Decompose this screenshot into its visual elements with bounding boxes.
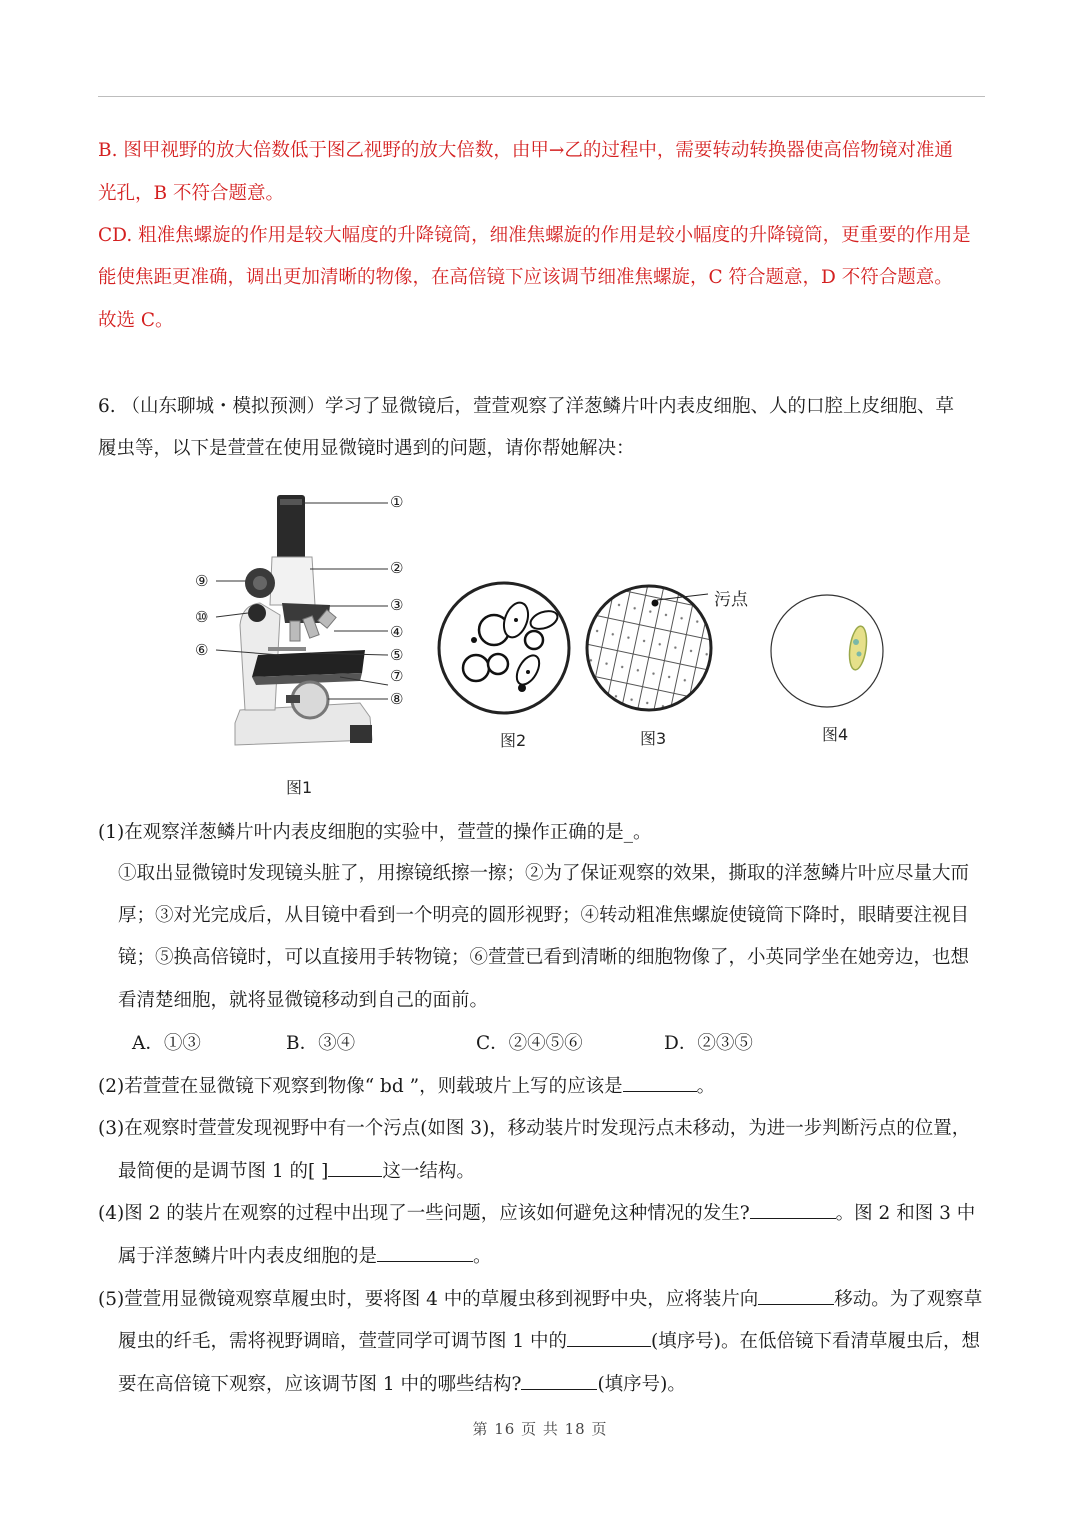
microscope-figure	[190, 485, 430, 755]
sub5-line2	[118, 1328, 980, 1355]
sub1-line3: 镜；⑤换高倍镜时，可以直接用手转物镜；⑥萱萱已看到清晰的细胞物像了，小英同学坐在她旁边，也想	[118, 947, 970, 968]
part-label-10: ⑩	[195, 608, 209, 626]
answer-cd-line1: CD. 粗准焦螺旋的作用是较大幅度的升降镜筒，细准焦螺旋的作用是较小幅度的升降镜筒，更重要的作用是	[98, 225, 971, 246]
part-label-2: ②	[390, 559, 404, 577]
sub4-end: 。	[473, 1246, 492, 1267]
part-label-7: ⑦	[390, 667, 404, 685]
sub5-line3	[118, 1371, 686, 1398]
sub3-line1: (3)在观察时萱萱发现视野中有一个污点(如图 3)，移动装片时发现污点未移动，为进一步判断污点的位置，	[98, 1118, 971, 1139]
question-stem-line1: 6. （山东聊城・模拟预测）学习了显微镜后，萱萱观察了洋葱鳞片叶内表皮细胞、人的口腔上皮细胞、草	[98, 396, 955, 417]
answer-b-line1: B. 图甲视野的放大倍数低于图乙视野的放大倍数，由甲→乙的过程中，需要转动转换器使高倍物镜对准通	[98, 140, 953, 161]
fig2-view	[436, 580, 572, 716]
sub4-line2	[118, 1243, 492, 1270]
sub1-line4: 看清楚细胞，就将显微镜移动到自己的面前。	[118, 990, 489, 1011]
part-label-5: ⑤	[390, 646, 404, 664]
option-b[interactable]: B．③④	[286, 1033, 356, 1054]
header-rule	[98, 96, 985, 97]
sub4-line1	[98, 1200, 975, 1227]
page-footer: 第 16 页 共 18 页	[472, 1420, 608, 1438]
question-stem-line2: 履虫等，以下是萱萱在使用显微镜时遇到的问题，请你帮她解决：	[98, 438, 635, 459]
sub5-line1	[98, 1286, 982, 1313]
sub3-text: 最简便的是调节图 1 的[ ]	[118, 1161, 329, 1182]
fig2-caption: 图2	[500, 731, 527, 750]
stain-label: 污点	[714, 590, 748, 610]
option-c[interactable]: C．②④⑤⑥	[476, 1033, 583, 1054]
sub4-text-b: 。图 2 和图 3 中	[835, 1203, 976, 1224]
blank-2[interactable]	[623, 1073, 697, 1092]
sub5-text-c: 履虫的纤毛，需将视野调暗，萱萱同学可调节图 1 中的	[118, 1331, 568, 1352]
sub2-text: (2)若萱萱在显微镜下观察到物像“ bd ”，则载玻片上写的应该是	[98, 1076, 623, 1097]
sub1-prompt: (1)在观察洋葱鳞片叶内表皮细胞的实验中，萱萱的操作正确的是_。	[98, 822, 652, 843]
blank-4a[interactable]	[750, 1200, 836, 1219]
part-label-4: ④	[390, 623, 404, 641]
sub5-text-d: (填序号)。在低倍镜下看清草履虫后，想	[651, 1331, 980, 1352]
answer-cd-line2: 能使焦距更准确，调出更加清晰的物像，在高倍镜下应该调节细准焦螺旋，C 符合题意，D 不符合题意。	[98, 267, 953, 288]
sub1-line2: 厚；③对光完成后，从目镜中看到一个明亮的圆形视野；④转动粗准焦螺旋使镜筒下降时，眼睛要注视目	[118, 905, 970, 926]
sub5-text-e: 要在高倍镜下观察，应该调节图 1 中的哪些结构?	[118, 1374, 522, 1395]
part-label-8: ⑧	[390, 690, 404, 708]
sub4-text-a: (4)图 2 的装片在观察的过程中出现了一些问题，应该如何避免这种情况的发生?	[98, 1203, 750, 1224]
sub4-text-c: 属于洋葱鳞片叶内表皮细胞的是	[118, 1246, 378, 1267]
fig3-caption: 图3	[640, 729, 667, 748]
sub5-text-a: (5)萱萱用显微镜观察草履虫时，要将图 4 中的草履虫移到视野中央，应将装片向	[98, 1289, 759, 1310]
blank-5c[interactable]	[521, 1371, 597, 1390]
sub2-line	[98, 1073, 715, 1100]
blank-5b[interactable]	[567, 1328, 651, 1347]
sub3-end: 这一结构。	[382, 1161, 475, 1182]
part-label-1: ①	[390, 493, 404, 511]
fig3-view	[583, 582, 715, 714]
blank-5a[interactable]	[758, 1286, 834, 1305]
sub2-end: 。	[696, 1076, 716, 1097]
blank-3[interactable]	[328, 1158, 382, 1177]
sub5-end: (填序号)。	[597, 1374, 686, 1395]
fig1-caption: 图1	[286, 778, 313, 797]
option-d[interactable]: D．②③⑤	[664, 1033, 753, 1054]
fig4-view	[768, 592, 886, 710]
part-label-6: ⑥	[195, 641, 209, 659]
sub3-line2	[118, 1158, 475, 1185]
blank-4b[interactable]	[377, 1243, 473, 1262]
answer-b-line2: 光孔，B 不符合题意。	[98, 183, 284, 204]
fig4-caption: 图4	[822, 725, 849, 744]
part-label-9: ⑨	[195, 572, 209, 590]
answer-conclusion: 故选 C。	[98, 310, 174, 331]
part-label-3: ③	[390, 596, 404, 614]
sub5-text-b: 移动。为了观察草	[834, 1289, 983, 1310]
sub1-line1: ①取出显微镜时发现镜头脏了，用擦镜纸擦一擦；②为了保证观察的效果，撕取的洋葱鳞片叶应尽量大而	[118, 863, 970, 884]
option-a[interactable]: A．①③	[132, 1033, 201, 1054]
